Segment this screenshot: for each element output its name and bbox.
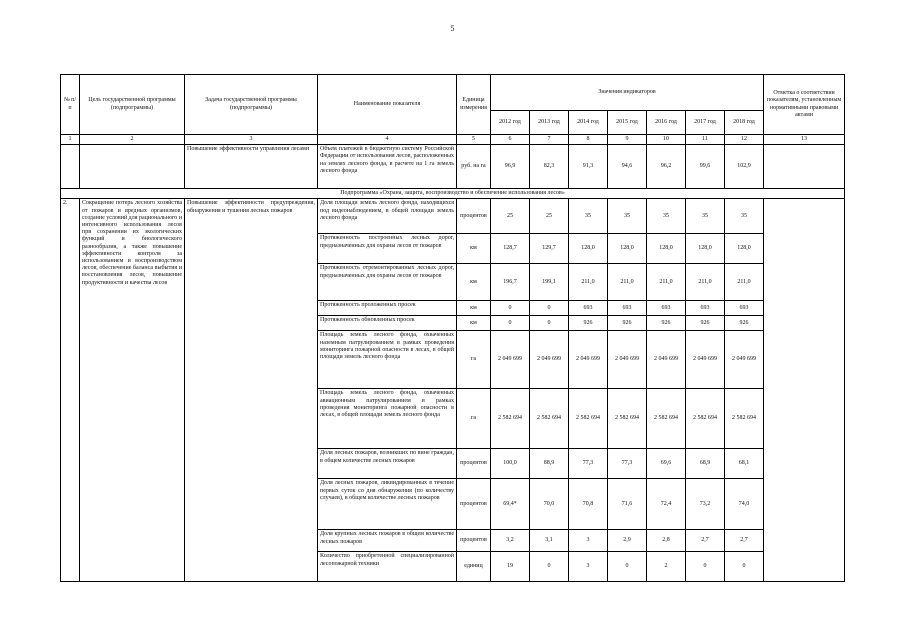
value-cell: 77,3 [569, 449, 608, 479]
value-cell: 2 582 694 [491, 389, 530, 449]
value-cell: 2 582 694 [530, 389, 569, 449]
value-cell: 19 [491, 552, 530, 582]
value-cell: 69,4* [491, 479, 530, 530]
subprogram-row [61, 189, 845, 199]
value-cell: 211,0 [608, 264, 647, 301]
value-cell: 693 [647, 301, 686, 316]
value-cell: 128,0 [725, 234, 764, 264]
value-cell: 68,1 [725, 449, 764, 479]
unit-cell: км [457, 316, 491, 331]
indicator-name: Протяженность построенных лесных дорог, предназначенных для охраны лесов от пожаров [318, 234, 457, 264]
value-cell: 69,6 [647, 449, 686, 479]
value-cell: 211,0 [686, 264, 725, 301]
value-cell: 35 [647, 199, 686, 234]
row-num-cell: 2. [61, 199, 80, 582]
year-2012: 2012 год [491, 111, 530, 135]
col-num: 10 [647, 135, 686, 145]
unit-cell: процентов [457, 449, 491, 479]
page-number: 5 [450, 24, 455, 33]
value-cell: 196,7 [491, 264, 530, 301]
header-goal: Цель государственной программы (подпрограммы) [80, 75, 185, 135]
indicator-name: Доля площади земель лесного фонда, находящихся под видеонаблюдением, в общей площади земель лесного фонда [318, 199, 457, 234]
indicator-name: Доля лесных пожаров, возникших по вине граждан, в общем количестве лесных пожаров [318, 449, 457, 479]
subprogram-title: Подпрограмма «Охрана, защита, воспроизводство и обеспечение использования лесов» [61, 189, 845, 199]
value-cell: 70,0 [530, 479, 569, 530]
value-cell: 2 [647, 552, 686, 582]
value-cell: 3,1 [530, 530, 569, 552]
col-num: 1 [61, 135, 80, 145]
value-cell: 25 [491, 199, 530, 234]
value-cell: 211,0 [725, 264, 764, 301]
col-num: 4 [318, 135, 457, 145]
value-cell: 693 [725, 301, 764, 316]
indicator-name: Объем платежей в бюджетную систему Российской Федерации от использования лесов, расположенных на землях лесного фонда, в расчете на 1 га земель лесного фонда [318, 145, 457, 189]
compliance-cell [764, 199, 845, 582]
col-num: 12 [725, 135, 764, 145]
value-cell: 35 [725, 199, 764, 234]
value-cell: 2 582 694 [725, 389, 764, 449]
unit-cell: км [457, 264, 491, 301]
row-num-cell [61, 145, 80, 189]
value-cell: 926 [647, 316, 686, 331]
goal-cell [80, 145, 185, 189]
value-cell: 35 [686, 199, 725, 234]
header-indicator-name: Наименование показателя [318, 75, 457, 135]
value-cell: 2 582 694 [647, 389, 686, 449]
value-cell: 693 [686, 301, 725, 316]
value-cell: 96,2 [647, 145, 686, 189]
indicator-name: Доля крупных лесных пожаров в общем количестве лесных пожаров [318, 530, 457, 552]
indicator-name: Количество приобретенной специализированной лесопожарной техники [318, 552, 457, 582]
value-cell: 2,7 [686, 530, 725, 552]
value-cell: 926 [725, 316, 764, 331]
value-cell: 128,0 [608, 234, 647, 264]
col-num: 3 [185, 135, 318, 145]
value-cell: 102,9 [725, 145, 764, 189]
value-cell: 68,9 [686, 449, 725, 479]
header-num: № п/п [61, 75, 80, 135]
value-cell: 94,6 [608, 145, 647, 189]
year-2018: 2018 год [725, 111, 764, 135]
year-2013: 2013 год [530, 111, 569, 135]
value-cell: 0 [530, 552, 569, 582]
col-num: 7 [530, 135, 569, 145]
indicator-name: Протяженность обновленных просек [318, 316, 457, 331]
value-cell: 3,2 [491, 530, 530, 552]
header-indicator-values: Значения индикаторов [491, 75, 764, 111]
indicator-name: Площадь земель лесного фонда, охваченных наземным патрулированием в рамках проведения мониторинга пожарной опасности в лесах, в общей площади земель лесного фонда [318, 331, 457, 389]
col-num: 2 [80, 135, 185, 145]
unit-cell: процентов [457, 530, 491, 552]
value-cell: 0 [530, 301, 569, 316]
unit-cell: км [457, 234, 491, 264]
year-2016: 2016 год [647, 111, 686, 135]
value-cell: 926 [686, 316, 725, 331]
value-cell: 2 049 699 [647, 331, 686, 389]
value-cell: 71,6 [608, 479, 647, 530]
indicator-name: Доля лесных пожаров, ликвидированных в течение первых суток со дня обнаружения (по количеству случаев), в общем количестве лесных пожаров [318, 479, 457, 530]
value-cell: 128,0 [686, 234, 725, 264]
unit-cell: руб. на га [457, 145, 491, 189]
value-cell: 128,7 [491, 234, 530, 264]
col-num: 13 [764, 135, 845, 145]
col-num: 9 [608, 135, 647, 145]
value-cell: 128,0 [569, 234, 608, 264]
value-cell: 99,6 [686, 145, 725, 189]
value-cell: 2,7 [725, 530, 764, 552]
year-2015: 2015 год [608, 111, 647, 135]
value-cell: 0 [686, 552, 725, 582]
unit-cell: единиц [457, 552, 491, 582]
value-cell: 0 [725, 552, 764, 582]
table-row [61, 145, 845, 189]
value-cell: 0 [491, 301, 530, 316]
col-num: 6 [491, 135, 530, 145]
value-cell: 2 582 694 [608, 389, 647, 449]
col-num: 8 [569, 135, 608, 145]
value-cell: 74,0 [725, 479, 764, 530]
unit-cell: км [457, 301, 491, 316]
value-cell: 35 [608, 199, 647, 234]
year-2014: 2014 год [569, 111, 608, 135]
value-cell: 2 049 699 [569, 331, 608, 389]
value-cell: 0 [491, 316, 530, 331]
value-cell: 2 582 694 [569, 389, 608, 449]
value-cell: 72,4 [647, 479, 686, 530]
value-cell: 3 [569, 530, 608, 552]
value-cell: 0 [608, 552, 647, 582]
table-row [61, 199, 845, 234]
unit-cell: га [457, 331, 491, 389]
value-cell: 926 [569, 316, 608, 331]
column-numbers-row [61, 135, 845, 145]
value-cell: 25 [530, 199, 569, 234]
header-compliance: Отметка о соответствии показателям, установленным нормативными правовыми актами [764, 75, 845, 135]
value-cell: 926 [608, 316, 647, 331]
header-unit: Единица измерения [457, 75, 491, 135]
value-cell: 96,9 [491, 145, 530, 189]
value-cell: 35 [569, 199, 608, 234]
value-cell: 100,0 [491, 449, 530, 479]
value-cell: 77,3 [608, 449, 647, 479]
task-cell: Повышение эффективности предупреждения, обнаружения и тушения лесных пожаров [185, 199, 318, 582]
indicator-name: Протяженность отремонтированных лесных дорог, предназначенных для охраны лесов от пожаров [318, 264, 457, 301]
value-cell: 91,3 [569, 145, 608, 189]
indicators-table [60, 74, 845, 582]
unit-cell: процентов [457, 479, 491, 530]
indicator-name: Протяженность проложенных просек [318, 301, 457, 316]
value-cell: 211,0 [569, 264, 608, 301]
value-cell: 2 049 699 [491, 331, 530, 389]
value-cell: 70,8 [569, 479, 608, 530]
value-cell: 128,0 [647, 234, 686, 264]
header-row [61, 75, 845, 111]
value-cell: 88,9 [530, 449, 569, 479]
compliance-cell [764, 145, 845, 189]
value-cell: 211,0 [647, 264, 686, 301]
task-cell: Повышение эффективности управления лесами [185, 145, 318, 189]
value-cell: 2 049 699 [608, 331, 647, 389]
value-cell: 2 049 699 [686, 331, 725, 389]
value-cell: 73,2 [686, 479, 725, 530]
value-cell: 2,9 [608, 530, 647, 552]
value-cell: 0 [530, 316, 569, 331]
value-cell: 2 582 694 [686, 389, 725, 449]
value-cell: 693 [569, 301, 608, 316]
unit-cell: процентов [457, 199, 491, 234]
value-cell: 199,1 [530, 264, 569, 301]
col-num: 5 [457, 135, 491, 145]
value-cell: 693 [608, 301, 647, 316]
year-2017: 2017 год [686, 111, 725, 135]
unit-cell: га [457, 389, 491, 449]
goal-cell: Сокращение потерь лесного хозяйства от пожаров и вредных организмов, создание условий для рационального и интенсивного использования лесов при сохранении их экологических функций и биологического разнообразия, а также повышение эффективности контроля за использованием и воспроизводством лесов, обеспечение баланса выбытия и восстановления лесов, повышение продуктивности и качества лесов [80, 199, 185, 582]
value-cell: 82,3 [530, 145, 569, 189]
col-num: 11 [686, 135, 725, 145]
value-cell: 2,8 [647, 530, 686, 552]
value-cell: 129,7 [530, 234, 569, 264]
value-cell: 2 049 699 [725, 331, 764, 389]
indicator-name: Площадь земель лесного фонда, охваченных авиационным патрулированием в рамках проведения мониторинга пожарной опасности в лесах, в общей площади земель лесного фонда [318, 389, 457, 449]
value-cell: 3 [569, 552, 608, 582]
value-cell: 2 049 699 [530, 331, 569, 389]
header-task: Задача государственной программы (подпрограммы) [185, 75, 318, 135]
